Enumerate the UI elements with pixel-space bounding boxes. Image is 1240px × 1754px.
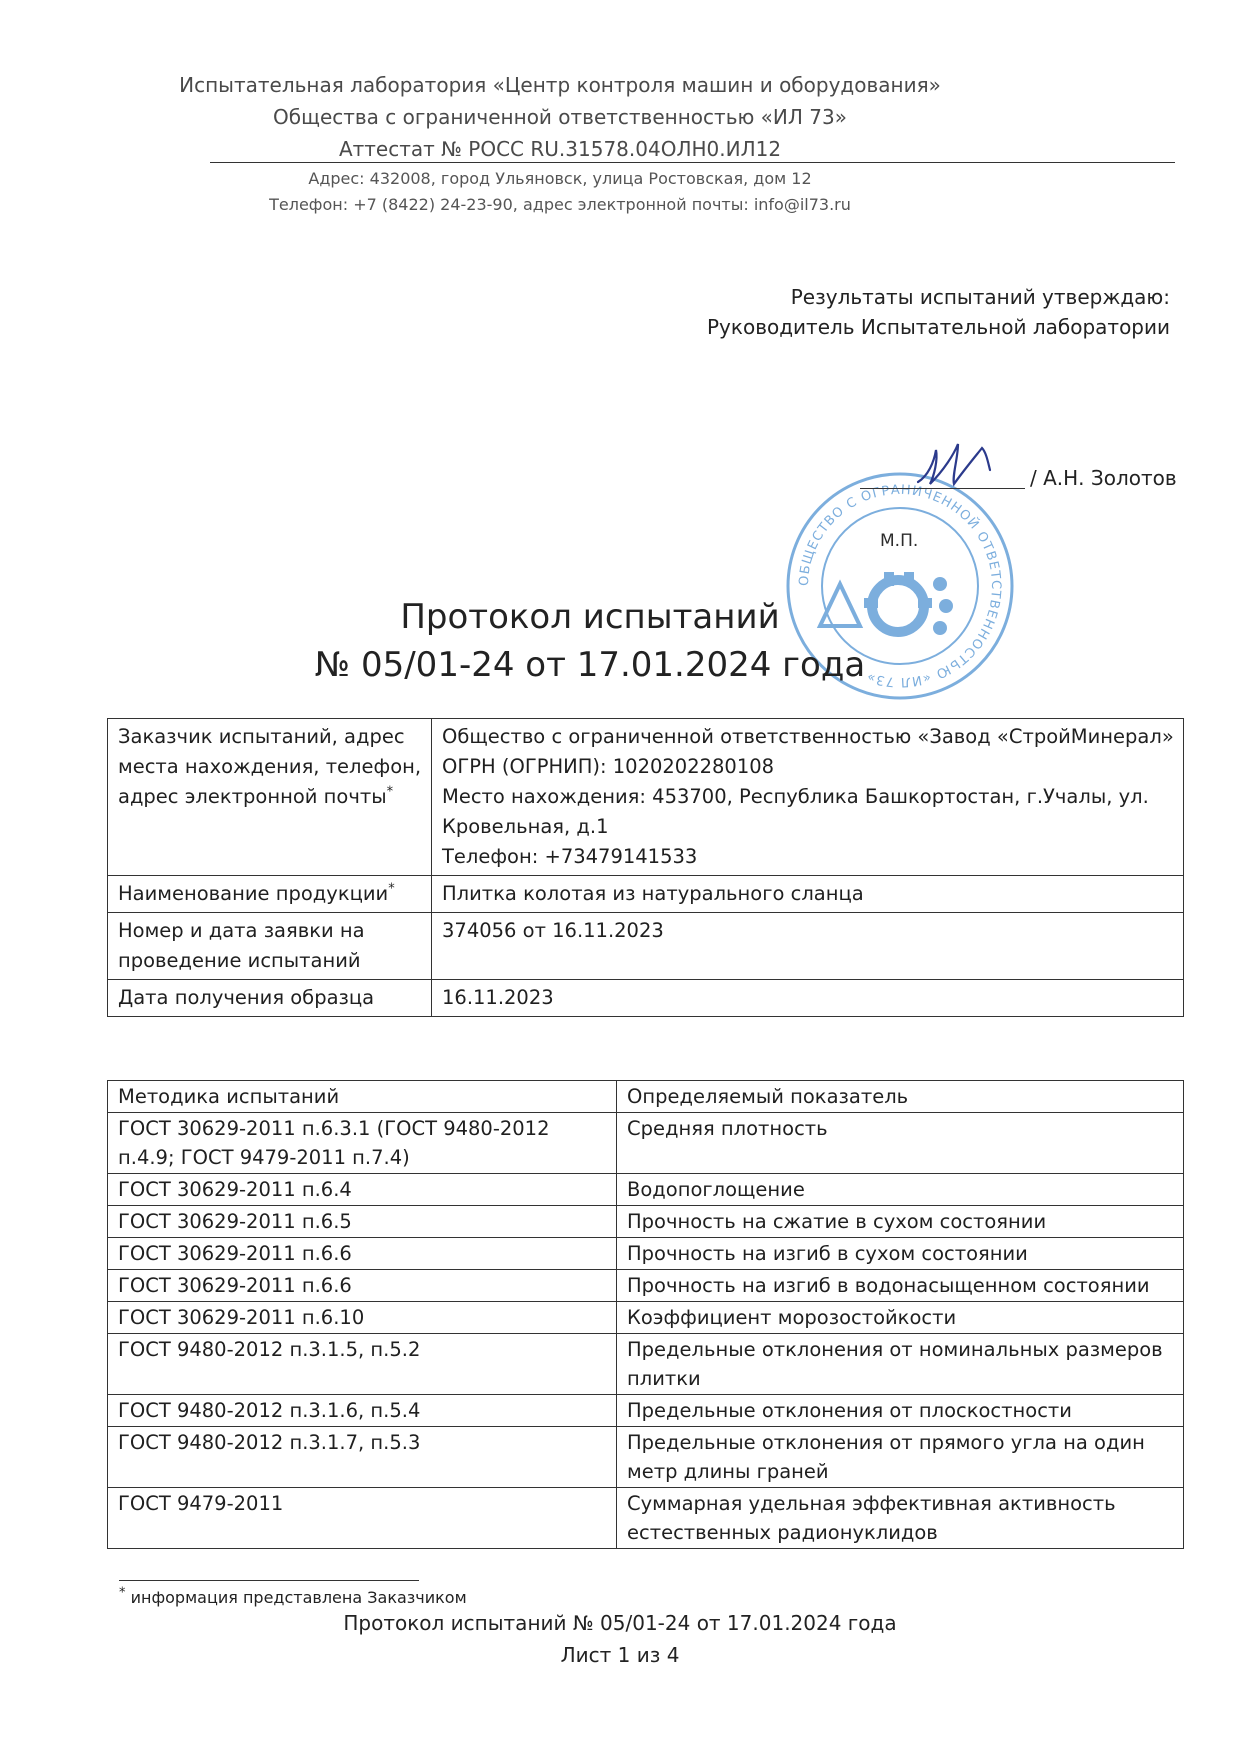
accreditation-number: Аттестат № РОСС RU.31578.04ОЛН0.ИЛ12 <box>338 137 782 161</box>
approval-line-2: Руководитель Испытательной лаборатории <box>706 315 1170 339</box>
stamp-mark: М.П. <box>880 531 919 551</box>
table-row <box>108 1270 1184 1302</box>
indicator-cell: Предельные отклонения от номинальных размеров плитки <box>617 1334 1184 1395</box>
table-row <box>108 1334 1184 1395</box>
column-header-indicator: Определяемый показатель <box>617 1081 1184 1113</box>
product-label: Наименование продукции <box>118 882 389 905</box>
product-value: Плитка колотая из натурального сланца <box>432 876 1184 913</box>
indicator-cell: Предельные отклонения от плоскостности <box>617 1395 1184 1427</box>
method-cell: ГОСТ 9480-2012 п.3.1.7, п.5.3 <box>108 1427 617 1488</box>
table-row <box>108 1238 1184 1270</box>
customer-location: Место нахождения: 453700, Республика Башкортостан, г.Учалы, ул. Кровельная, д.1 <box>442 785 1149 838</box>
customer-info-table <box>107 718 1184 1017</box>
indicator-cell: Водопоглощение <box>617 1174 1184 1206</box>
table-row <box>108 1427 1184 1488</box>
footnote-text: информация представлена Заказчиком <box>130 1588 467 1607</box>
customer-phone: Телефон: +73479141533 <box>442 845 698 868</box>
table-row <box>108 980 1184 1017</box>
table-row <box>108 876 1184 913</box>
customer-label-cell <box>108 719 432 876</box>
approval-line-1: Результаты испытаний утверждаю: <box>790 285 1170 309</box>
indicator-cell: Средняя плотность <box>617 1113 1184 1174</box>
asterisk-mark: * <box>388 881 395 897</box>
document-number: № 05/01-24 от 17.01.2024 года <box>314 645 866 685</box>
table-row <box>108 913 1184 980</box>
indicator-cell: Прочность на изгиб в сухом состоянии <box>617 1238 1184 1270</box>
table-row <box>108 1488 1184 1549</box>
customer-value-cell <box>432 719 1184 876</box>
indicator-cell: Коэффициент морозостойкости <box>617 1302 1184 1334</box>
customer-ogrn: ОГРН (ОГРНИП): 1020202280108 <box>442 755 775 778</box>
method-cell: ГОСТ 30629-2011 п.6.4 <box>108 1174 617 1206</box>
footer-protocol: Протокол испытаний № 05/01-24 от 17.01.2024 года <box>343 1611 897 1635</box>
table-row <box>108 1302 1184 1334</box>
method-cell: ГОСТ 30629-2011 п.6.6 <box>108 1270 617 1302</box>
methods-table <box>107 1080 1184 1549</box>
stamp-ring-text: ОБЩЕСТВО С ОГРАНИЧЕННОЙ ОТВЕТСТВЕННОСТЬЮ «ИЛ 73» <box>796 482 1004 690</box>
request-label: Номер и дата заявки на проведение испытаний <box>108 913 432 980</box>
method-cell: ГОСТ 9480-2012 п.3.1.6, п.5.4 <box>108 1395 617 1427</box>
sample-date-label: Дата получения образца <box>108 980 432 1017</box>
table-row <box>108 1113 1184 1174</box>
lab-name: Испытательная лаборатория «Центр контроля машин и оборудования» <box>179 73 941 97</box>
method-cell: ГОСТ 30629-2011 п.6.6 <box>108 1238 617 1270</box>
table-row <box>108 719 1184 876</box>
customer-name: Общество с ограниченной ответственностью «Завод «СтройМинерал» <box>442 725 1174 748</box>
method-cell: ГОСТ 30629-2011 п.6.5 <box>108 1206 617 1238</box>
method-cell: ГОСТ 9479-2011 <box>108 1488 617 1549</box>
asterisk-mark: * <box>386 784 394 800</box>
document-title: Протокол испытаний <box>400 597 780 637</box>
indicator-cell: Суммарная удельная эффективная активность естественных радионуклидов <box>617 1488 1184 1549</box>
request-value: 374056 от 16.11.2023 <box>432 913 1184 980</box>
method-cell: ГОСТ 30629-2011 п.6.3.1 (ГОСТ 9480-2012 п.4.9; ГОСТ 9479-2011 п.7.4) <box>108 1113 617 1174</box>
product-label-cell <box>108 876 432 913</box>
footnote-mark: * <box>119 1585 126 1601</box>
footnote-divider <box>119 1580 419 1581</box>
table-row <box>108 1174 1184 1206</box>
method-cell: ГОСТ 30629-2011 п.6.10 <box>108 1302 617 1334</box>
lab-contacts: Телефон: +7 (8422) 24-23-90, адрес электронной почты: info@il73.ru <box>269 195 851 214</box>
signature <box>900 436 1020 496</box>
column-header-method: Методика испытаний <box>108 1081 617 1113</box>
indicator-cell: Предельные отклонения от прямого угла на один метр длины граней <box>617 1427 1184 1488</box>
table-row <box>108 1395 1184 1427</box>
lab-address: Адрес: 432008, город Ульяновск, улица Ростовская, дом 12 <box>308 169 812 188</box>
signature-line <box>860 488 1025 489</box>
signatory-name: / А.Н. Золотов <box>1030 466 1177 490</box>
page-number: Лист 1 из 4 <box>560 1643 680 1667</box>
header-divider <box>210 162 1175 163</box>
indicator-cell: Прочность на изгиб в водонасыщенном состоянии <box>617 1270 1184 1302</box>
customer-label: Заказчик испытаний, адрес места нахождения, телефон, адрес электронной почты <box>118 725 422 808</box>
method-cell: ГОСТ 9480-2012 п.3.1.5, п.5.2 <box>108 1334 617 1395</box>
sample-date-value: 16.11.2023 <box>432 980 1184 1017</box>
indicator-cell: Прочность на сжатие в сухом состоянии <box>617 1206 1184 1238</box>
table-row <box>108 1206 1184 1238</box>
table-header-row <box>108 1081 1184 1113</box>
company-name: Общества с ограниченной ответственностью «ИЛ 73» <box>273 105 847 129</box>
